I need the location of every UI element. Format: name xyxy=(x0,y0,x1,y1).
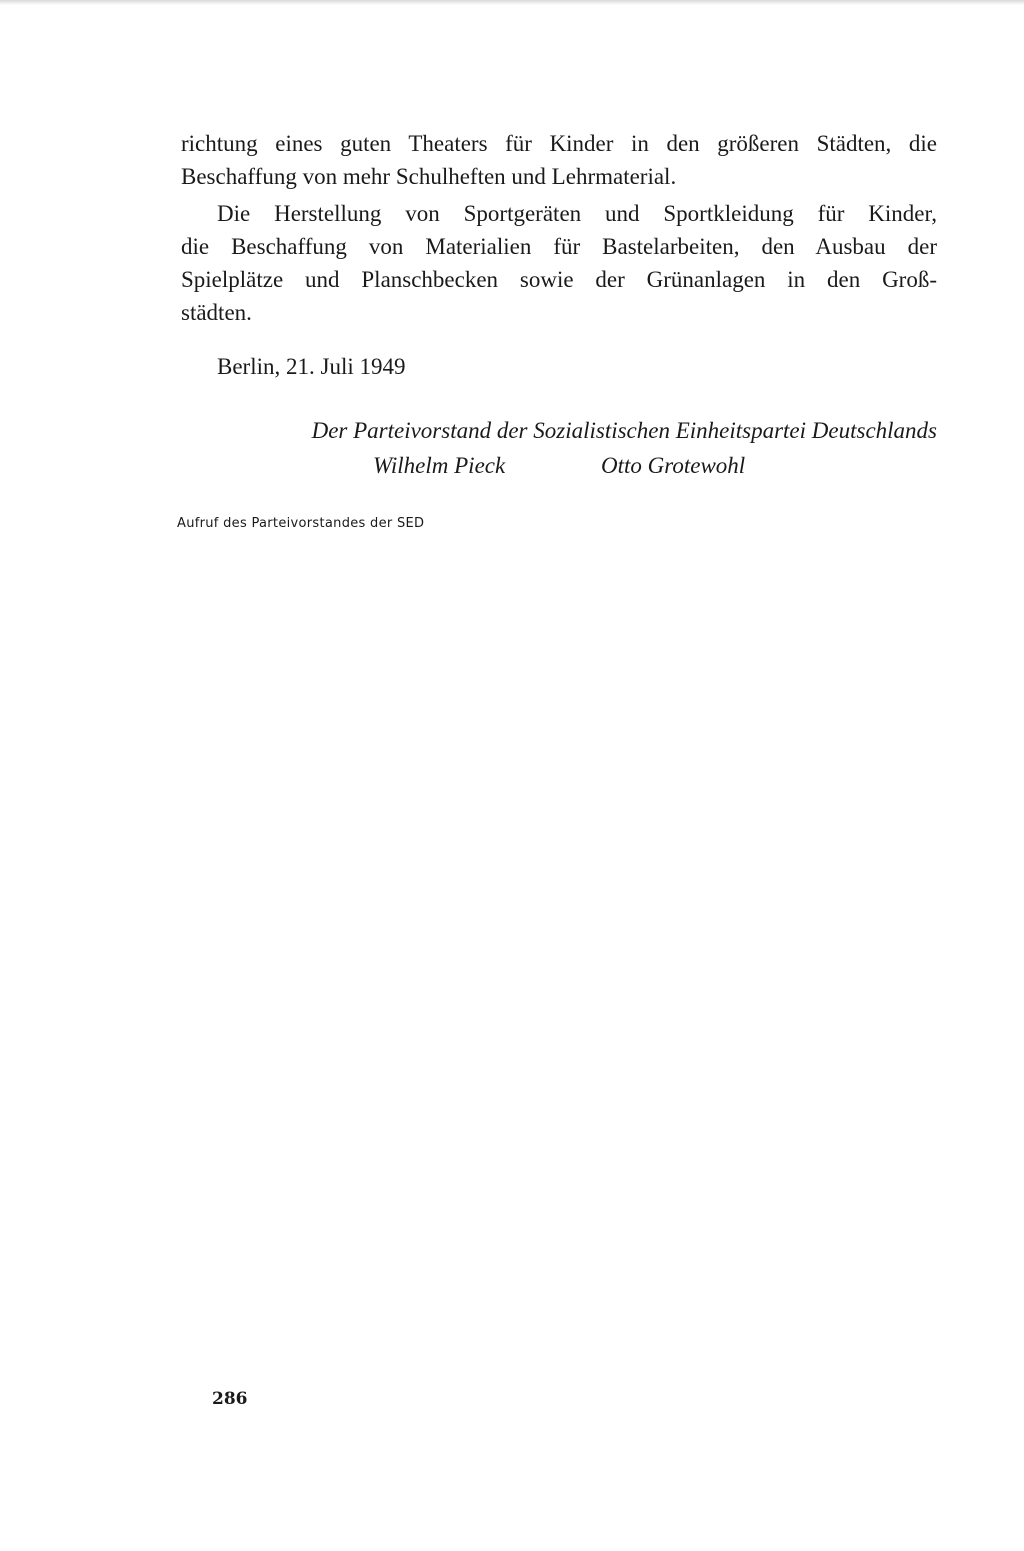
page-top-edge xyxy=(0,0,1024,5)
source-note: Aufruf des Parteivorstandes der SED xyxy=(177,516,425,531)
body-text xyxy=(181,127,937,193)
paragraph-line: richtung eines guten Theaters für Kinder in den größeren Städten, die xyxy=(181,131,937,156)
paragraph-line: Beschaffung von mehr Schulheften und Lehrmaterial. xyxy=(181,164,677,189)
signatory-name: Wilhelm Pieck xyxy=(373,453,506,478)
body-text-2 xyxy=(181,197,937,329)
paragraph-line: städten. xyxy=(181,300,252,325)
paragraph-line: Spielplätze und Planschbecken sowie der Grünanlagen in den Groß- xyxy=(181,267,937,292)
page-number: 286 xyxy=(212,1389,248,1409)
date-line: Berlin, 21. Juli 1949 xyxy=(217,354,406,379)
signature-organization: Der Parteivorstand der Sozialistischen Einheitspartei Deutschlands xyxy=(311,418,937,443)
paragraph-line: die Beschaffung von Materialien für Bastelarbeiten, den Ausbau der xyxy=(181,234,937,259)
signatory-name: Otto Grotewohl xyxy=(601,453,746,478)
paragraph-line: Die Herstellung von Sportgeräten und Sportkleidung für Kinder, xyxy=(217,201,937,226)
